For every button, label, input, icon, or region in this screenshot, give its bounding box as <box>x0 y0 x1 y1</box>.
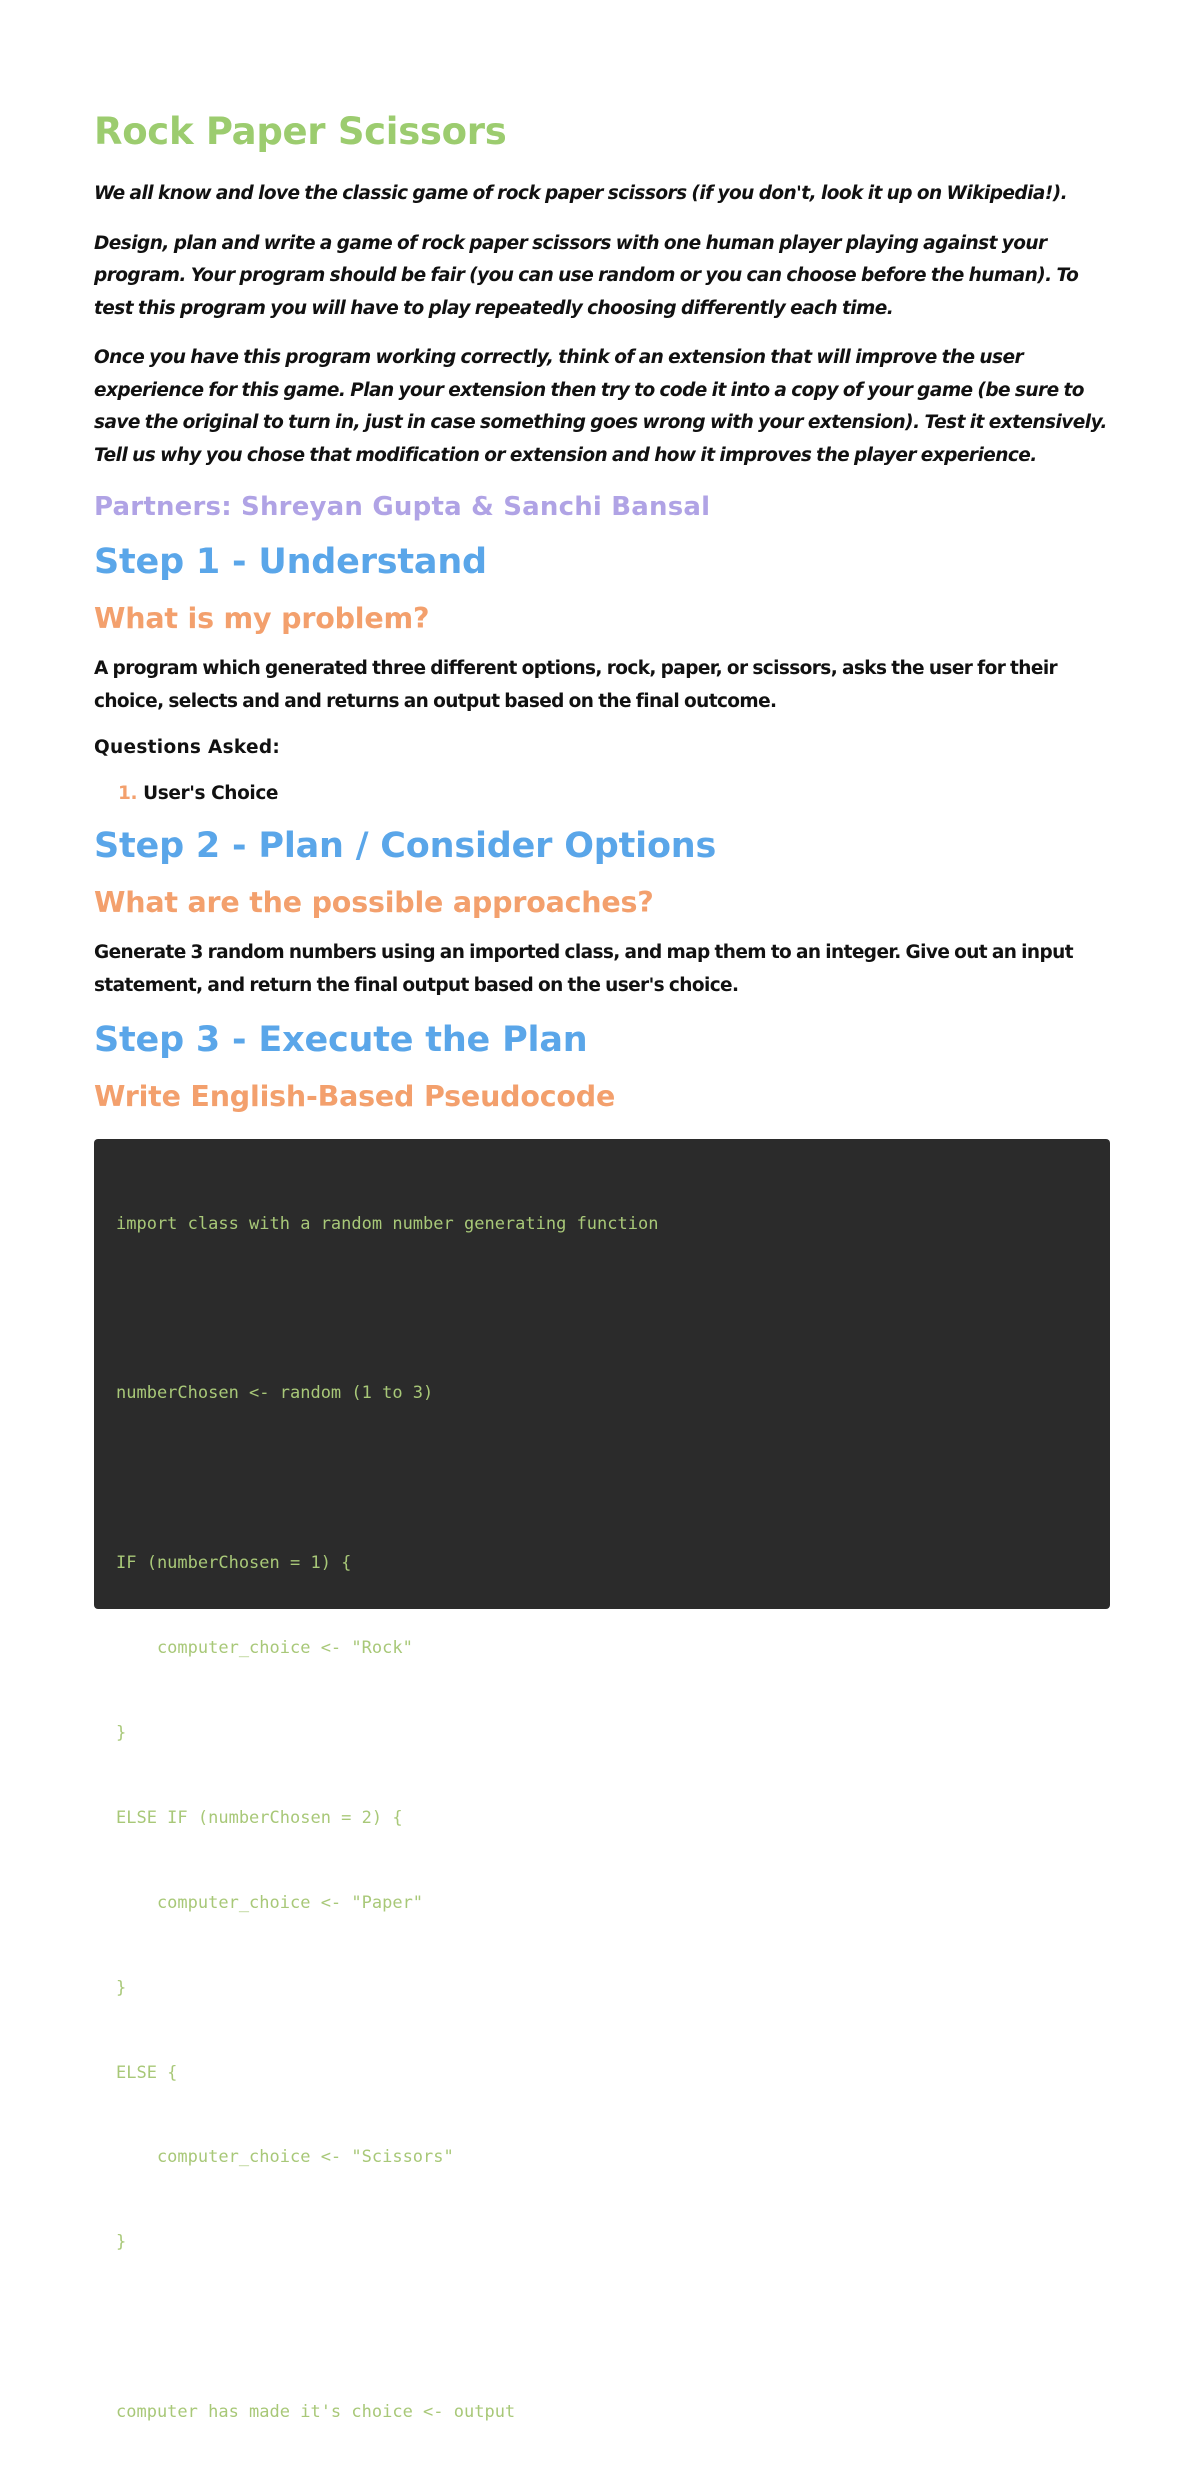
code-line: computer_choice <- "Scissors" <box>116 2147 454 2168</box>
step2-heading: Step 2 - Plan / Consider Options <box>94 826 717 866</box>
questions-label: Questions Asked: <box>94 737 281 758</box>
code-line: ELSE { <box>116 2062 178 2083</box>
code-line: computer_choice <- "Rock" <box>116 1638 413 1659</box>
intro-paragraph: Once you have this program working correctly, think of an extension that will improve the user experience for this game. Plan your extension then try to code it into a copy of your game (be sure to save the original to turn in, just in case something goes wrong with your extension). Test it extensively. Tell us why you chose that modification or extension and how it improves the player experience. <box>94 347 1107 466</box>
intro-paragraph: We all know and love the classic game of rock paper scissors (if you don't, look it up on Wikipedia!). <box>94 183 1068 204</box>
code-line: computer has made it's choice <- output <box>116 2402 516 2423</box>
intro-paragraph: Design, plan and write a game of rock paper scissors with one human player playing against your program. Your program should be fair (you can use random or you can choose before the human). To test this program you will have to play repeatedly choosing differently each time. <box>94 232 1079 319</box>
code-line: ELSE IF (numberChosen = 2) { <box>116 1807 403 1828</box>
code-line: } <box>116 2232 127 2253</box>
step2-subheading: What are the possible approaches? <box>94 886 654 919</box>
code-line <box>116 1294 1088 1322</box>
step3-subheading: Write English-Based Pseudocode <box>94 1080 616 1113</box>
code-line: numberChosen <- random (1 to 3) <box>116 1383 434 1404</box>
intro-section <box>94 178 1114 472</box>
list-item-text: User's Choice <box>143 783 279 804</box>
step1-body: A program which generated three different options, rock, paper, or scissors, asks the user for their choice, selects and and returns an output based on the final outcome. <box>94 658 1058 712</box>
code-line <box>116 1464 1088 1492</box>
list-item <box>118 779 1114 809</box>
code-line: import class with a random number generating function <box>116 1213 659 1234</box>
questions-list <box>94 779 1114 809</box>
code-line: computer_choice <- "Paper" <box>116 1892 424 1913</box>
code-line: } <box>116 1722 127 1743</box>
step2-body: Generate 3 random numbers using an imported class, and map them to an integer. Give out an input statement, and return the final output based on the user's choice. <box>94 942 1073 996</box>
step3-section <box>94 1017 1114 2423</box>
step1-heading: Step 1 - Understand <box>94 542 487 582</box>
code-line <box>116 2313 1088 2341</box>
document-page <box>94 108 1114 2423</box>
step1-subheading: What is my problem? <box>94 602 430 635</box>
list-number: 1. <box>118 783 138 804</box>
step3-heading: Step 3 - Execute the Plan <box>94 1020 588 1060</box>
code-line: } <box>116 1977 127 1998</box>
step2-section <box>94 823 1114 1002</box>
pseudocode-block <box>94 1139 1110 2423</box>
step1-section <box>94 539 1114 809</box>
code-line: IF (numberChosen = 1) { <box>116 1553 352 1574</box>
document-title: Rock Paper Scissors <box>94 110 507 153</box>
partners-heading: Partners: Shreyan Gupta & Sanchi Bansal <box>94 492 711 522</box>
